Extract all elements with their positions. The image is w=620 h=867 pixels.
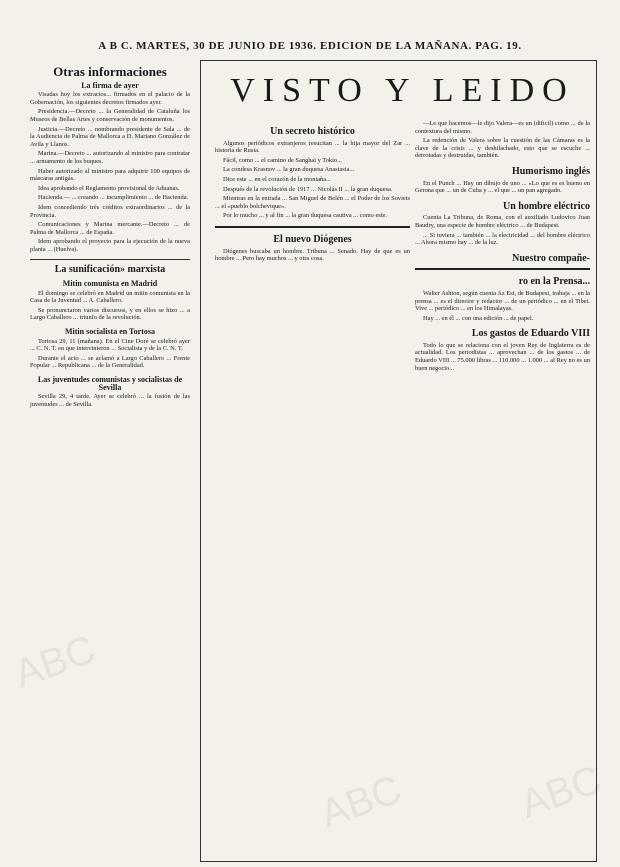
- article-paragraph: Hacienda.— ... creando ... incumplimiento ... de Hacienda.: [38, 194, 189, 202]
- article-paragraph: Algunos periódicos extranjeros resucitan ... la hija mayor del Zar ... historia de Rusia.: [215, 139, 410, 155]
- article-paragraph: El domingo se celebró en Madrid un mitin comunista en la Casa de la Juventud ... A. Caballero.: [30, 289, 190, 305]
- article-paragraph: Visadas hoy los extractos... firmados en el palacio de la Gobernación, los siguientes decretos firmados ayer.: [30, 91, 190, 106]
- subsection-title: Las juventudes comunistas y socialistas de Sevilla: [37, 375, 183, 392]
- left-main-title: Otras informaciones: [53, 64, 167, 79]
- middle-headline: Un secreto histórico: [270, 126, 355, 137]
- article-paragraph: Idea aprobando el Reglamento provisional de Aduanas.: [38, 184, 180, 192]
- article-paragraph: Dice este ... en el corazón de la montaña...: [223, 175, 331, 183]
- right-headline: ro en la Prensa...: [518, 276, 590, 288]
- article-paragraph: —Le que hacemos—le dijo Valera—es un (dificil) como ... de la contextura del mismo.: [415, 120, 590, 135]
- article-paragraph: Sevilla 29, 4 tarde. Ayer se celebró ... la fusión de las juventudes ... de Sevilla.: [30, 393, 190, 408]
- left-column: [30, 62, 190, 410]
- article-paragraph: Por lo mucho ... y al fin ... la gran duquesa cautiva ... como este.: [223, 212, 387, 220]
- right-headline: Nuestro compañe-: [512, 252, 590, 264]
- article-paragraph: La redención de Valera sobre la cuestión de las Cámaras es la clave de la crisis ... y deshilachado, esto que se escuche ... derrotadas y destruidas, también.: [415, 137, 590, 160]
- article-paragraph: Durante el acto ... se aclamó a Largo Caballero ... Frente Popular ... Republicana ... de la Generalidad.: [30, 354, 190, 370]
- article-paragraph: Presidencia.—Decreto ... la Generalidad de Cataluña los Museos de Bellas Artes y conservación de monumentos.: [30, 108, 190, 123]
- right-headline: Los gastos de Eduardo VIII: [471, 328, 590, 340]
- right-headline: Humorismo inglés: [511, 165, 590, 177]
- article-paragraph: ... Si tuviera ... también ... la electricidad ... del hombre eléctrico ... Ahora mismo hay ... de la luz.: [415, 231, 590, 247]
- article-paragraph: Se pronunciaron varios discursos, y en ellos se hizo ... a Largo Caballero ... triunfo de la revolución.: [30, 306, 190, 322]
- section-title: La sunificación» marxista: [54, 264, 166, 276]
- article-paragraph: Idem aprobando el proyecto para la ejecución de la nueva planta ... (Huelva).: [30, 238, 190, 253]
- article-paragraph: Mientras en la entrada ... San Miguel de Belén ... el Poder de los Soviets ... el «pueblo bolchevique».: [215, 195, 410, 210]
- right-headline: Un hombre eléctrico: [502, 200, 590, 212]
- divider: [215, 226, 410, 228]
- article-paragraph: Marina.—Decreto ... autorizando al ministro para contratar ... armamento de los buques.: [30, 150, 190, 165]
- page-header: A B C. MARTES, 30 DE JUNIO DE 1936. EDICION DE LA MAÑANA. PAG. 19.: [98, 40, 522, 52]
- article-paragraph: En el Punch ... Hay un dibujo de uno ... «Lo que es es bueno en Gerona que ... un de Cuba y ... el que ... un pan agregado.: [415, 179, 590, 195]
- section-title: La firma de ayer: [81, 80, 139, 90]
- article-paragraph: Diógenes buscaba un hombre. Tribuna ... Senado. Hay de que es un hombre ... Pero hay muchos ... y otra cosa.: [215, 247, 410, 263]
- article-paragraph: Justicia.—Decreto ... nombrando presidente de Sala ... de la Audiencia de Palma de Mallorca a D. Mariano González de Avila y Llanos.: [30, 125, 190, 148]
- abc-watermark: ABC: [314, 767, 408, 837]
- divider: [415, 268, 590, 270]
- subsection-title: Mitin comunista en Madrid: [62, 279, 158, 289]
- abc-watermark: ABC: [514, 757, 608, 827]
- article-paragraph: Cuenta La Tribuna, de Roma, con el auxiliado Ludovico Juan Baudry, una especie de hombre eléctrico ... de Budapest.: [415, 214, 590, 229]
- abc-watermark: ABC: [8, 627, 102, 697]
- article-paragraph: Tortosa 29, 11 (mañana). En el Cine Doré se celebró ayer ... C. N. T. en que intervinieron ... Socialista y de la C. N. T.: [30, 337, 190, 353]
- article-paragraph: Idem concediendo trés créditos extraordinarios ... de la Provincia.: [30, 203, 190, 219]
- article-paragraph: Comunicaciones y Marina mercante.—Decreto ... de Palma de Mallorca ... de España.: [30, 221, 190, 236]
- article-paragraph: Haber autorizado al ministro para adquirir 100 equipos de máscaras antigás.: [30, 167, 190, 183]
- subsection-title: Mitin socialista en Tortosa: [64, 327, 155, 337]
- article-paragraph: Hay ... en él ... con una edición ... de papel.: [423, 314, 534, 322]
- right-column: [415, 120, 590, 374]
- main-title: VISTO Y LEIDO: [230, 72, 575, 109]
- article-paragraph: Después de la revolución de 1917 ... Nicolás II ... la gran duquesa.: [223, 185, 393, 193]
- article-paragraph: Todo lo que se relaciona con el joven Rey de Inglaterra es de actualidad. Los periodistas ... aprovechan ... de los gastos ... de Eduardo VIII ... 75.000 libras ... 110.000 ... 1.000 ... al Rey no es un buen negocio...: [415, 341, 590, 372]
- middle-headline: El nuevo Diógenes: [273, 233, 352, 245]
- article-paragraph: Walter Ashton, según cuenta Az Est, de Budapest, trabaja ... en la prensa ... es el director y redactor ... de un periódico ... en el Tibet. Vive ... periódico ... en los Himalayas.: [415, 289, 590, 313]
- article-paragraph: La condesa Krasnov ... la gran duquesa Anastasia...: [223, 166, 355, 174]
- middle-column: [215, 120, 410, 265]
- article-paragraph: Fácil, como ... el camino de Sanghai y Tokio...: [223, 156, 342, 164]
- divider: [30, 259, 190, 260]
